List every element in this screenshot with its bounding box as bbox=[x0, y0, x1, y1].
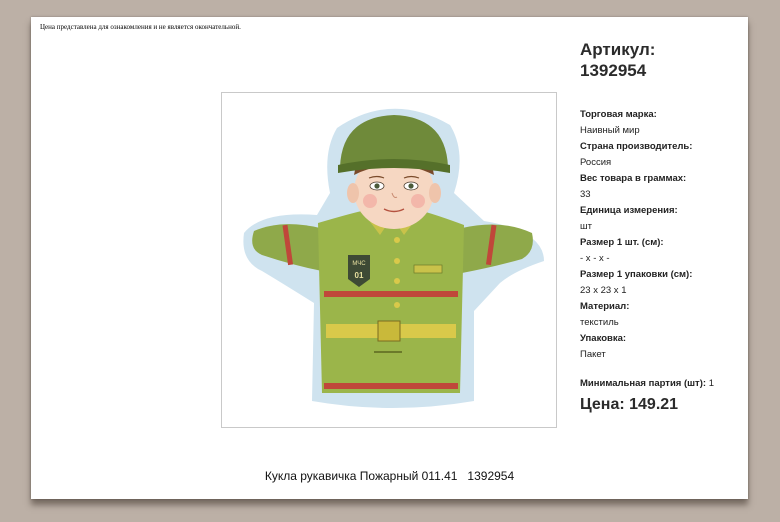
spec-value: Пакет bbox=[580, 349, 606, 360]
product-photo bbox=[221, 92, 557, 428]
article-label: Артикул: bbox=[580, 40, 656, 59]
min-batch-value: 1 bbox=[708, 378, 714, 389]
price-label: Цена: bbox=[580, 396, 625, 413]
spec-label: Размер 1 шт. (см): bbox=[580, 237, 664, 248]
spec-label: Материал: bbox=[580, 301, 630, 312]
spec-label: Вес товара в граммах: bbox=[580, 173, 687, 184]
glove-puppet-image bbox=[222, 93, 556, 427]
spec-value: 33 bbox=[580, 189, 591, 200]
spec-label: Единица измерения: bbox=[580, 205, 678, 216]
badge-number: 01 bbox=[354, 271, 364, 280]
product-details bbox=[580, 39, 745, 414]
price-value: 149.21 bbox=[629, 396, 679, 413]
spec-value: текстиль bbox=[580, 317, 619, 328]
article-number: 1392954 bbox=[580, 61, 647, 80]
product-sheet bbox=[31, 17, 748, 499]
product-name: Кукла рукавичка Пожарный 011.41 1392954 bbox=[264, 469, 515, 483]
spec-value: - x - x - bbox=[580, 253, 610, 264]
spec-label: Упаковка: bbox=[580, 333, 627, 344]
spec-label: Размер 1 упаковки (см): bbox=[580, 269, 693, 280]
min-batch bbox=[580, 376, 745, 392]
price bbox=[580, 396, 745, 414]
price-disclaimer: Цена представлена для ознакомления и не является окончательной. bbox=[40, 23, 241, 31]
spec-label: Торговая марка: bbox=[580, 109, 657, 120]
spec-list bbox=[580, 107, 745, 363]
min-batch-label: Минимальная партия (шт): bbox=[580, 378, 707, 389]
spec-value: Наивный мир bbox=[580, 125, 640, 136]
spec-value: Россия bbox=[580, 157, 612, 168]
spec-label: Страна производитель: bbox=[580, 141, 693, 152]
badge-text: МЧС bbox=[352, 261, 366, 267]
spec-value: шт bbox=[580, 221, 592, 232]
spec-value: 23 x 23 x 1 bbox=[580, 285, 627, 296]
